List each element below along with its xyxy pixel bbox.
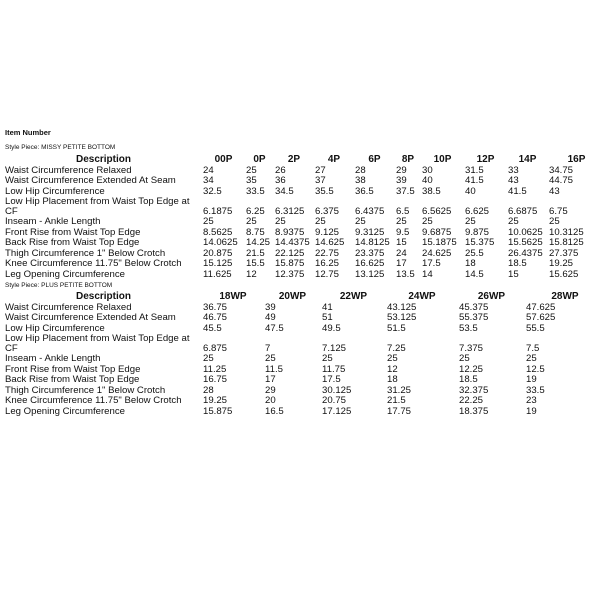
plus-row-value: 15.875 [203,405,233,417]
missy-row-value: 25 [275,216,286,227]
plus-row-value: 39 [265,301,276,313]
missy-row-value: 26 [275,164,286,176]
plus-row-value: 41 [322,301,333,313]
plus-row-value: 17.75 [387,405,412,417]
plus-row-value: 19.25 [203,395,228,406]
missy-row-label: Low Hip Circumference [5,185,105,197]
missy-row-value: 40 [422,175,433,186]
plus-table-row [5,334,605,354]
missy-row-value: 12.375 [275,268,305,280]
missy-row-value: 41.5 [465,175,484,186]
missy-row-value: 15.1875 [422,237,457,248]
missy-row-value: 8.75 [246,226,265,238]
plus-row-value: 25 [387,353,398,364]
missy-row-value: 24 [203,164,214,176]
plus-row-value: 12.25 [459,363,484,375]
missy-table-body [5,166,605,281]
missy-row-value: 21.5 [246,247,265,259]
missy-row-value: 37.5 [396,185,415,197]
plus-row-value: 16.5 [265,405,284,417]
plus-row-value: 17.125 [322,405,352,417]
missy-row-value: 19.25 [549,258,574,269]
missy-row-value: 26.4375 [508,247,543,259]
plus-size-header: 20WP [278,291,307,302]
missy-row-label: Thigh Circumference 1" Below Crotch [5,247,166,259]
plus-row-value: 7.25 [387,342,406,354]
missy-row-value: 34.5 [275,185,294,197]
plus-table-body [5,303,605,418]
plus-row-value: 30.125 [322,384,352,396]
missy-row-value: 9.5 [396,226,410,238]
missy-row-label: Low Hip Placement from Waist Top Edge at CF [5,196,190,217]
missy-row-value: 41.5 [508,185,527,197]
missy-row-value: 15.625 [549,268,579,280]
missy-table-row [5,238,605,249]
plus-row-value: 12 [387,363,398,375]
missy-row-value: 14.4375 [275,237,310,248]
plus-size-header: 24WP [408,291,436,302]
missy-row-value: 39 [396,175,407,186]
plus-style-label: Style Piece: PLUS PETITE BOTTOM [5,282,113,289]
missy-row-value: 38.5 [422,185,441,197]
missy-row-value: 36.5 [355,185,374,197]
plus-size-header: 18WP [219,291,247,302]
missy-row-value: 35 [246,175,257,186]
missy-row-value: 6.6875 [508,205,538,217]
plus-row-value: 21.5 [387,395,406,406]
plus-row-value: 28 [203,384,214,396]
missy-row-value: 14.0625 [203,237,238,248]
missy-row-value: 9.125 [315,226,340,238]
missy-row-value: 27.375 [549,247,579,259]
missy-row-value: 10.3125 [549,226,584,238]
plus-row-value: 25 [526,353,537,364]
plus-row-value: 7.375 [459,342,484,354]
missy-row-value: 29 [396,164,407,176]
plus-row-value: 25 [203,353,214,364]
missy-style-label: Style Piece: MISSY PETITE BOTTOM [5,144,116,151]
plus-row-value: 16.75 [203,374,228,385]
missy-row-value: 13.5 [396,268,415,280]
plus-row-value: 20.75 [322,395,347,406]
missy-row-label: Leg Opening Circumference [5,268,125,280]
plus-row-value: 11.25 [203,363,227,375]
plus-row-value: 31.25 [387,384,412,396]
plus-table-row [5,396,605,407]
plus-row-value: 7.5 [526,342,540,354]
missy-row-value: 15 [396,237,407,248]
missy-row-value: 8.9375 [275,226,305,238]
plus-row-value: 7 [265,342,271,354]
plus-row-value: 11.5 [265,363,283,375]
missy-table-row [5,259,605,270]
missy-description-header: Description [75,154,131,165]
missy-row-value: 14 [422,268,433,280]
missy-row-value: 14.625 [315,237,345,248]
plus-row-value: 22.25 [459,395,484,406]
missy-row-value: 31.5 [465,164,484,176]
missy-row-value: 9.875 [465,226,490,238]
missy-row-label: Waist Circumference Relaxed [5,164,132,176]
missy-row-value: 24 [396,247,407,259]
missy-row-value: 25 [465,216,476,227]
plus-row-value: 51.5 [387,322,406,334]
plus-row-value: 46.75 [203,312,228,323]
missy-row-label: Back Rise from Waist Top Edge [5,237,140,248]
plus-row-label: Thigh Circumference 1" Below Crotch [5,384,166,396]
missy-row-value: 9.3125 [355,226,385,238]
missy-table-row [5,270,605,281]
missy-row-value: 28 [355,164,366,176]
plus-row-value: 23 [526,395,537,406]
plus-size-header: 28WP [551,291,579,302]
missy-row-value: 25 [203,216,214,227]
missy-table-row [5,197,605,217]
item-number-label: Item Number [5,128,51,137]
plus-size-header: 26WP [477,291,506,302]
plus-row-value: 36.75 [203,301,228,313]
plus-row-value: 49 [265,312,276,323]
missy-size-header: 6P [368,154,381,165]
missy-size-header: 00P [214,154,233,165]
plus-row-value: 57.625 [526,312,556,323]
missy-row-value: 15.375 [465,237,495,248]
plus-row-label: Low Hip Circumference [5,322,105,334]
plus-row-value: 18 [387,374,398,385]
plus-table-row [5,313,605,324]
missy-size-header: 10P [433,154,452,165]
plus-row-value: 20 [265,395,276,406]
missy-row-value: 33 [508,164,519,176]
missy-row-value: 11.625 [203,268,232,280]
missy-row-label: Front Rise from Waist Top Edge [5,226,141,238]
plus-row-label: Waist Circumference Relaxed [5,301,132,313]
plus-row-value: 25 [459,353,470,364]
missy-row-value: 8.5625 [203,226,233,238]
missy-row-value: 6.1875 [203,205,233,217]
plus-row-label: Inseam - Ankle Length [5,353,101,364]
plus-row-value: 49.5 [322,322,341,334]
plus-row-value: 53.125 [387,312,417,323]
missy-row-value: 23.375 [355,247,385,259]
missy-row-value: 14.25 [246,237,271,248]
plus-row-label: Knee Circumference 11.75" Below Crotch [5,395,182,406]
missy-row-value: 32.5 [203,185,222,197]
missy-row-value: 15.125 [203,258,233,269]
plus-row-value: 19 [526,405,537,417]
plus-row-value: 45.375 [459,301,489,313]
plus-row-value: 17.5 [322,374,341,385]
missy-row-value: 16.625 [355,258,385,269]
missy-row-value: 14.5 [465,268,484,280]
missy-row-value: 17.5 [422,258,441,269]
size-chart [5,128,607,417]
plus-row-value: 55.5 [526,322,545,334]
missy-row-value: 6.4375 [355,205,385,217]
missy-size-header: 12P [476,154,495,165]
missy-row-value: 27 [315,164,326,176]
missy-row-value: 25 [422,216,433,227]
missy-row-label: Waist Circumference Extended At Seam [5,175,176,186]
missy-row-value: 38 [355,175,366,186]
plus-row-value: 18.5 [459,374,478,385]
missy-row-value: 22.75 [315,247,340,259]
plus-row-value: 47.625 [526,301,556,313]
plus-row-label: Front Rise from Waist Top Edge [5,363,141,375]
plus-row-value: 17 [265,374,276,385]
missy-row-value: 44.75 [549,175,574,186]
plus-row-label: Leg Opening Circumference [5,405,125,417]
missy-row-value: 9.6875 [422,226,452,238]
plus-row-value: 7.125 [322,342,347,354]
missy-row-value: 25.5 [465,247,484,259]
missy-row-value: 37 [315,175,326,186]
plus-row-value: 11.75 [322,363,346,375]
plus-row-value: 53.5 [459,322,478,334]
plus-row-value: 47.5 [265,322,284,334]
missy-row-value: 6.5 [396,205,410,217]
plus-row-value: 55.375 [459,312,489,323]
missy-row-value: 22.125 [275,247,305,259]
plus-row-value: 45.5 [203,322,222,334]
missy-row-value: 6.75 [549,205,568,217]
plus-row-value: 29 [265,384,276,396]
missy-row-value: 36 [275,175,286,186]
missy-size-header: 4P [327,154,341,165]
missy-row-value: 25 [396,216,407,227]
plus-row-label: Back Rise from Waist Top Edge [5,374,140,385]
missy-row-value: 43 [549,185,560,197]
missy-row-value: 25 [549,216,560,227]
plus-row-value: 33.5 [526,384,545,396]
plus-header-row [5,292,605,303]
plus-row-value: 25 [265,353,276,364]
missy-row-value: 12 [246,268,257,280]
missy-row-value: 25 [508,216,519,227]
missy-row-value: 25 [315,216,326,227]
missy-row-value: 18.5 [508,258,527,269]
missy-row-value: 6.5625 [422,205,452,217]
plus-table-row [5,407,605,418]
plus-row-label: Waist Circumference Extended At Seam [5,312,176,323]
missy-row-value: 16.25 [315,258,340,269]
missy-row-value: 6.3125 [275,205,305,217]
plus-size-table [5,292,605,417]
missy-row-value: 25 [246,216,257,227]
plus-table-row [5,354,605,365]
missy-row-value: 15.8125 [549,237,584,248]
plus-size-header: 22WP [339,291,368,302]
plus-row-value: 12.5 [526,363,545,375]
missy-size-table [5,155,605,280]
missy-row-value: 25 [355,216,366,227]
plus-row-value: 43.125 [387,301,417,313]
missy-row-value: 43 [508,175,519,186]
missy-row-value: 13.125 [355,268,385,280]
missy-table-row [5,217,605,228]
missy-row-value: 25 [246,164,257,176]
missy-row-value: 17 [396,258,407,269]
missy-table-row [5,176,605,187]
missy-row-value: 40 [465,185,476,197]
missy-row-label: Knee Circumference 11.75" Below Crotch [5,258,182,269]
plus-row-value: 32.375 [459,384,489,396]
plus-table-row [5,375,605,386]
missy-row-value: 6.625 [465,205,490,217]
missy-size-header: 2P [287,154,301,165]
missy-row-value: 35.5 [315,185,334,197]
missy-row-label: Inseam - Ankle Length [5,216,101,227]
missy-row-value: 33.5 [246,185,265,197]
missy-row-value: 15.5 [246,258,265,269]
missy-row-value: 15.875 [275,258,305,269]
missy-row-value: 34 [203,175,214,186]
missy-row-value: 20.875 [203,247,233,259]
plus-description-header: Description [75,291,131,302]
missy-size-header: 0P [253,154,266,165]
missy-size-header: 16P [567,154,586,165]
plus-row-label: Low Hip Placement from Waist Top Edge at CF [5,333,190,354]
missy-size-header: 14P [518,154,537,165]
missy-row-value: 14.8125 [355,237,390,248]
plus-row-value: 18.375 [459,405,489,417]
missy-row-value: 15 [508,268,519,280]
missy-row-value: 34.75 [549,164,574,176]
missy-row-value: 12.75 [315,268,340,280]
missy-row-value: 6.25 [246,205,265,217]
missy-size-header: 8P [401,154,415,165]
missy-row-value: 6.375 [315,205,340,217]
missy-row-value: 15.5625 [508,237,543,248]
plus-row-value: 19 [526,374,537,385]
plus-row-value: 6.875 [203,342,228,354]
missy-row-value: 30 [422,164,433,176]
missy-row-value: 10.0625 [508,226,543,238]
missy-row-value: 18 [465,258,476,269]
plus-row-value: 51 [322,312,333,323]
plus-row-value: 25 [322,353,333,364]
missy-header-row [5,155,605,166]
missy-row-value: 24.625 [422,247,452,259]
